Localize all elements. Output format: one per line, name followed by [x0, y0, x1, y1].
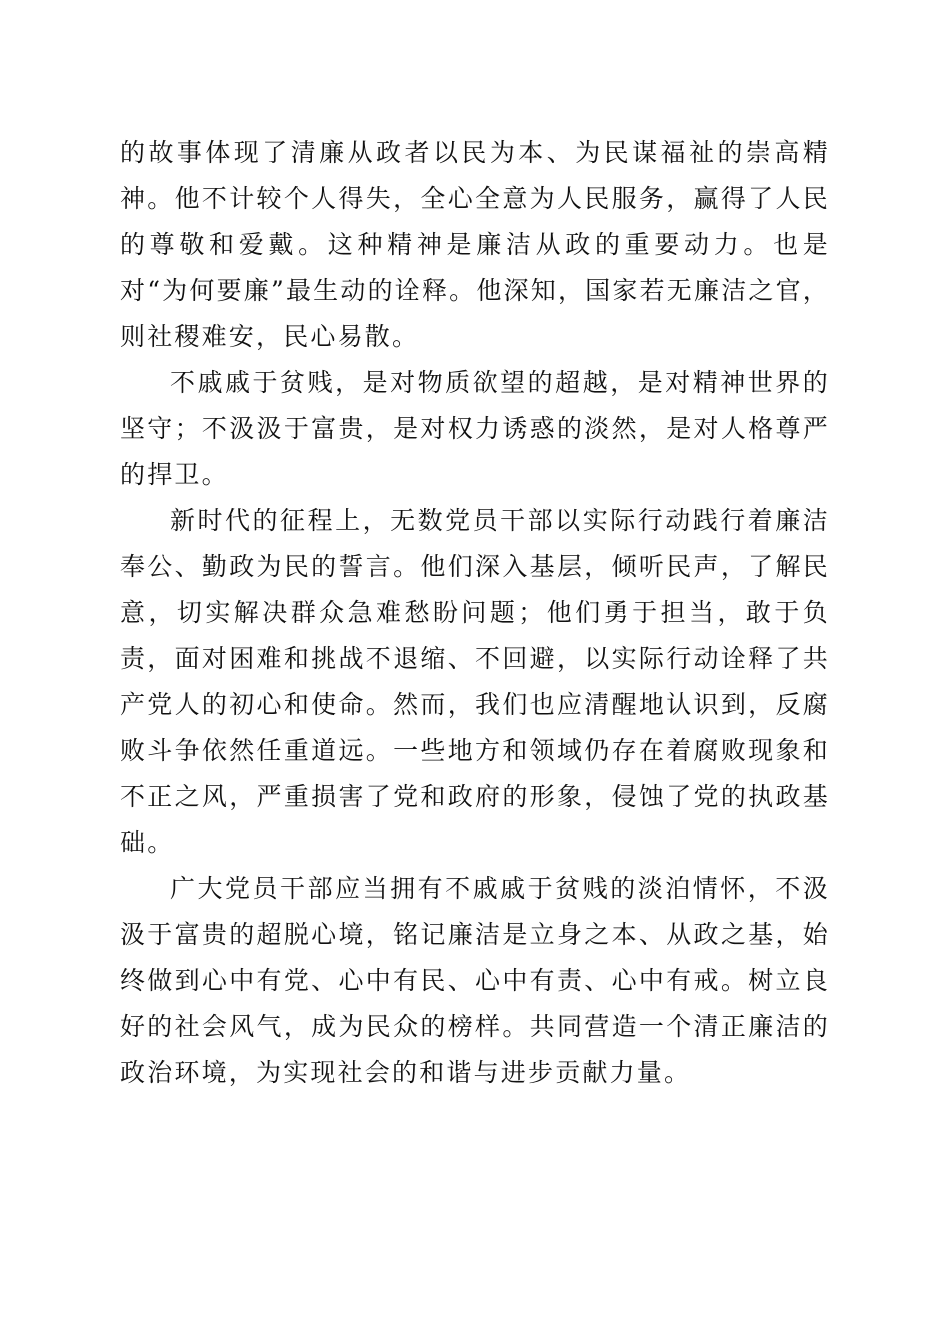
paragraph-1: 的故事体现了清廉从政者以民为本、为民谋福祉的崇高精神。他不计较个人得失，全心全意为人民服务，赢得了人民的尊敬和爱戴。这种精神是廉洁从政的重要动力。也是对“为何要廉”最生动的诠释。他深知，国家若无廉洁之官，则社稷难安，民心易散。 — [120, 138, 830, 351]
paragraph-2: 不戚戚于贫贱，是对物质欲望的超越，是对精神世界的坚守；不汲汲于富贵，是对权力诱惑的淡然，是对人格尊严的捍卫。 — [120, 368, 830, 489]
document-page — [120, 130, 830, 1096]
paragraph-3: 新时代的征程上，无数党员干部以实际行动践行着廉洁奉公、勤政为民的誓言。他们深入基层，倾听民声，了解民意，切实解决群众急难愁盼问题；他们勇于担当，敢于负责，面对困难和挑战不退缩、不回避，以实际行动诠释了共产党人的初心和使命。然而，我们也应清醒地认识到，反腐败斗争依然任重道远。一些地方和领域仍存在着腐败现象和不正之风，严重损害了党和政府的形象，侵蚀了党的执政基础。 — [120, 506, 830, 857]
paragraph-4: 广大党员干部应当拥有不戚戚于贫贱的淡泊情怀，不汲汲于富贵的超脱心境，铭记廉洁是立身之本、从政之基，始终做到心中有党、心中有民、心中有责、心中有戒。树立良好的社会风气，成为民众的榜样。共同营造一个清正廉洁的政治环境，为实现社会的和谐与进步贡献力量。 — [120, 874, 830, 1087]
